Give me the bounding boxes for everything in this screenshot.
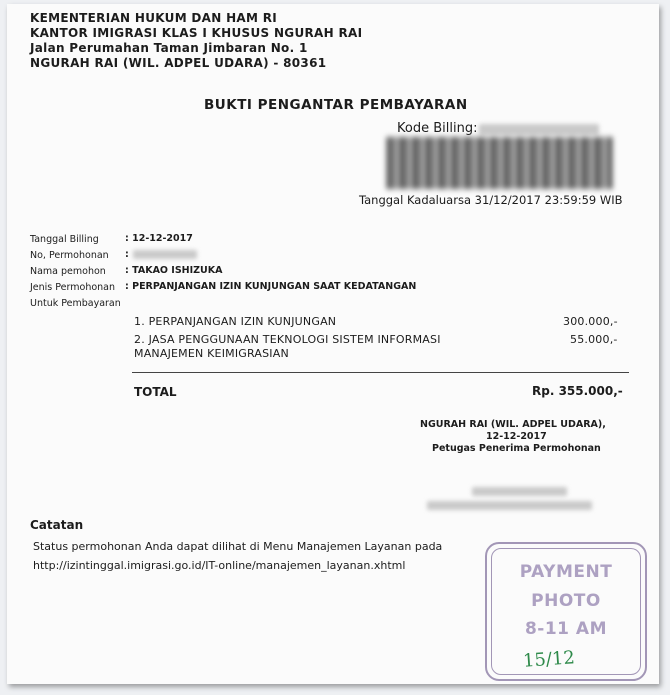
total-label: TOTAL bbox=[134, 385, 177, 399]
billing-date-value: : 12-12-2017 bbox=[125, 233, 193, 244]
stamp-line-2: PHOTO bbox=[531, 591, 601, 611]
total-divider bbox=[132, 372, 629, 373]
document-title: BUKTI PENGANTAR PEMBAYARAN bbox=[204, 97, 468, 113]
application-type-label: Jenis Permohonan bbox=[30, 282, 116, 293]
applicant-name-label: Nama pemohon bbox=[30, 266, 106, 277]
item-2-amount: 55.000,- bbox=[570, 333, 618, 346]
applicant-name-value: : TAKAO ISHIZUKA bbox=[125, 265, 223, 276]
permit-number-redacted bbox=[133, 250, 197, 259]
expiry-date: Tanggal Kadaluarsa 31/12/2017 23:59:59 WIB bbox=[359, 193, 623, 207]
item-1-description: 1. PERPANJANGAN IZIN KUNJUNGAN bbox=[134, 315, 337, 328]
signature-role: Petugas Penerima Permohonan bbox=[432, 443, 601, 454]
stamp-line-3: 8-11 AM bbox=[524, 619, 608, 639]
permit-number-label: No, Permohonan bbox=[30, 250, 109, 261]
application-type-value: : PERPANJANGAN IZIN KUNJUNGAN SAAT KEDATANGAN bbox=[125, 281, 417, 292]
handwritten-date: 15/12 bbox=[522, 647, 576, 672]
item-2-description-cont: MANAJEMEN KEIMIGRASIAN bbox=[134, 347, 289, 360]
office-line-2: KANTOR IMIGRASI KLAS I KHUSUS NGURAH RAI bbox=[30, 26, 363, 40]
notes-url: http://izintinggal.imigrasi.go.id/IT-online/manajemen_layanan.xhtml bbox=[33, 559, 406, 572]
permit-number-colon: : bbox=[125, 249, 129, 260]
billing-code-redacted bbox=[479, 124, 599, 135]
billing-date-label: Tanggal Billing bbox=[30, 234, 99, 245]
office-line-1: KEMENTERIAN HUKUM DAN HAM RI bbox=[30, 11, 278, 25]
item-2-description: 2. JASA PENGGUNAAN TEKNOLOGI SISTEM INFORMASI bbox=[134, 333, 441, 346]
office-line-4: NGURAH RAI (WIL. ADPEL UDARA) - 80361 bbox=[30, 56, 327, 70]
office-line-3: Jalan Perumahan Taman Jimbaran No. 1 bbox=[30, 41, 308, 55]
total-amount: Rp. 355.000,- bbox=[532, 384, 623, 398]
officer-name-redacted bbox=[472, 487, 567, 496]
signature-date: 12-12-2017 bbox=[486, 431, 547, 442]
stamp-line-1: PAYMENT bbox=[519, 562, 613, 582]
payment-for-label: Untuk Pembayaran bbox=[30, 298, 121, 309]
document-paper bbox=[7, 4, 659, 684]
barcode-redacted bbox=[387, 137, 612, 189]
notes-heading: Catatan bbox=[30, 518, 84, 532]
notes-line-1: Status permohonan Anda dapat dilihat di Menu Manajemen Layanan pada bbox=[33, 540, 443, 553]
item-1-amount: 300.000,- bbox=[563, 315, 618, 328]
signature-place: NGURAH RAI (WIL. ADPEL UDARA), bbox=[420, 419, 606, 430]
officer-id-redacted bbox=[427, 501, 592, 510]
billing-code-label: Kode Billing: bbox=[397, 121, 478, 136]
